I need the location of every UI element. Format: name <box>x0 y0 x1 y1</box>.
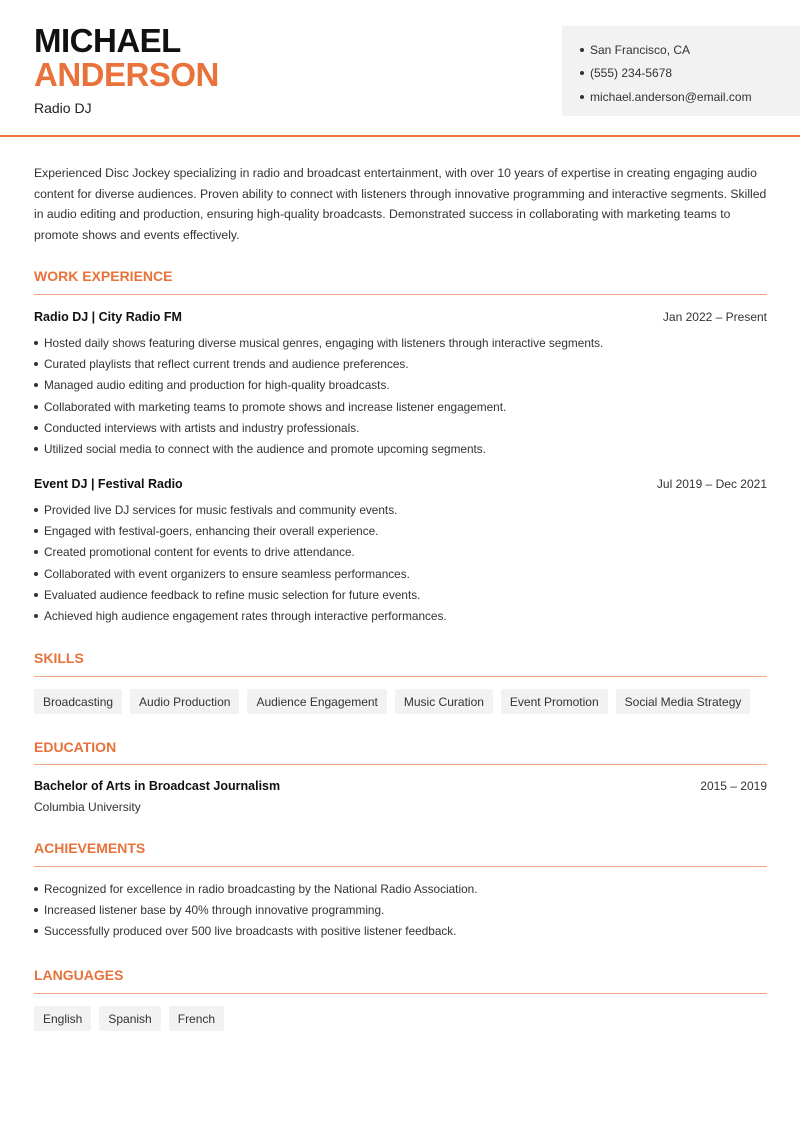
bullet-icon <box>34 529 38 533</box>
bullet-icon <box>34 383 38 387</box>
bullet-icon <box>34 405 38 409</box>
bullet-icon <box>34 887 38 891</box>
section-divider <box>34 294 767 295</box>
section-title-languages: LANGUAGES <box>34 967 124 983</box>
languages-list <box>34 1006 224 1031</box>
contact-email[interactable]: michael.anderson@email.com <box>580 85 800 109</box>
candidate-name <box>34 24 219 92</box>
first-name: MICHAEL <box>34 22 181 59</box>
list-item: Successfully produced over 500 live broadcasts with positive listener feedback. <box>34 921 769 942</box>
list-item: Curated playlists that reflect current trends and audience preferences. <box>34 353 769 374</box>
language-tag: Spanish <box>99 1006 160 1031</box>
list-item: Conducted interviews with artists and industry professionals. <box>34 417 769 438</box>
list-item: Utilized social media to connect with the audience and promote upcoming segments. <box>34 438 769 459</box>
bullet-icon <box>580 48 584 52</box>
skill-tag: Music Curation <box>395 689 493 714</box>
list-item: Increased listener base by 40% through innovative programming. <box>34 899 769 920</box>
list-item: Engaged with festival-goers, enhancing their overall experience. <box>34 520 769 541</box>
degree: Bachelor of Arts in Broadcast Journalism <box>34 779 281 793</box>
job-header <box>34 310 767 324</box>
bullet-icon <box>580 95 584 99</box>
list-item: Managed audio editing and production for high-quality broadcasts. <box>34 375 769 396</box>
section-title-education: EDUCATION <box>34 739 117 755</box>
skill-tag: Audience Engagement <box>247 689 386 714</box>
job-header <box>34 477 767 491</box>
section-title-achievements: ACHIEVEMENTS <box>34 840 146 856</box>
skills-list <box>34 689 750 714</box>
section-divider <box>34 993 767 994</box>
bullet-icon <box>34 341 38 345</box>
bullet-icon <box>34 508 38 512</box>
section-divider <box>34 764 767 765</box>
job-title: Radio DJ <box>34 100 92 116</box>
section-title-skills: SKILLS <box>34 650 84 666</box>
contact-location: San Francisco, CA <box>580 38 800 62</box>
language-tag: English <box>34 1006 91 1031</box>
bullet-icon <box>34 908 38 912</box>
education-dates: 2015 – 2019 <box>700 779 767 793</box>
skill-tag: Audio Production <box>130 689 239 714</box>
skill-tag: Broadcasting <box>34 689 122 714</box>
bullet-icon <box>34 426 38 430</box>
skill-tag: Social Media Strategy <box>616 689 751 714</box>
education-header <box>34 779 767 793</box>
bullet-icon <box>34 362 38 366</box>
list-item: Created promotional content for events to drive attendance. <box>34 542 769 563</box>
list-item: Provided live DJ services for music festivals and community events. <box>34 499 769 520</box>
contact-box <box>562 26 800 116</box>
bullet-icon <box>34 572 38 576</box>
section-title-work: WORK EXPERIENCE <box>34 268 173 284</box>
list-item: Recognized for excellence in radio broadcasting by the National Radio Association. <box>34 878 769 899</box>
job-dates: Jul 2019 – Dec 2021 <box>656 477 767 491</box>
bullet-icon <box>34 550 38 554</box>
bullet-icon <box>34 447 38 451</box>
last-name: ANDERSON <box>34 56 219 93</box>
job-bullets <box>34 332 769 460</box>
bullet-icon <box>580 71 584 75</box>
achievements-list <box>34 878 769 942</box>
list-item: Hosted daily shows featuring diverse musical genres, engaging with listeners through interactive segments. <box>34 332 769 353</box>
section-divider <box>34 676 767 677</box>
summary-paragraph: Experienced Disc Jockey specializing in radio and broadcast entertainment, with over 10 years of expertise in creating engaging audio content for diverse audiences. Proven ability to connect with listeners through innovative programming and interactive segments. Skilled in audio editing and production, ensuring high-quality broadcasts. Demonstrated success in collaborating with marketing teams to promote shows and events effectively. <box>34 166 767 242</box>
contact-phone: (555) 234-5678 <box>580 62 800 86</box>
job-role: Radio DJ | City Radio FM <box>34 310 182 324</box>
job-bullets <box>34 499 769 627</box>
section-divider <box>34 866 767 867</box>
list-item: Collaborated with marketing teams to promote shows and increase listener engagement. <box>34 396 769 417</box>
bullet-icon <box>34 614 38 618</box>
job-role: Event DJ | Festival Radio <box>34 477 183 491</box>
list-item: Achieved high audience engagement rates through interactive performances. <box>34 605 769 626</box>
language-tag: French <box>169 1006 224 1031</box>
skill-tag: Event Promotion <box>501 689 608 714</box>
resume-header <box>0 0 800 137</box>
school-name: Columbia University <box>34 800 141 814</box>
bullet-icon <box>34 593 38 597</box>
list-item: Collaborated with event organizers to ensure seamless performances. <box>34 563 769 584</box>
bullet-icon <box>34 929 38 933</box>
job-dates: Jan 2022 – Present <box>662 310 767 324</box>
list-item: Evaluated audience feedback to refine music selection for future events. <box>34 584 769 605</box>
